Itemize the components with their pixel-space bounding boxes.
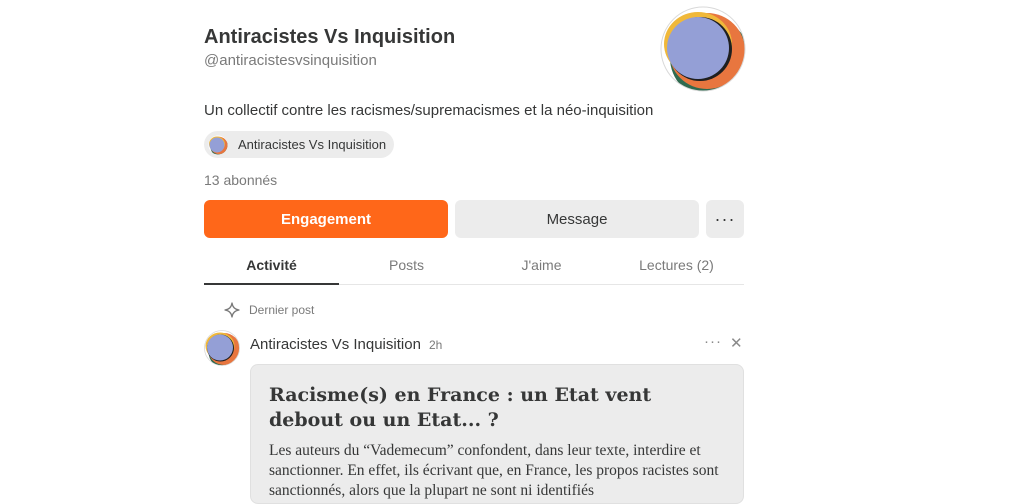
tab-posts[interactable]: Posts [388,257,424,273]
author-avatar[interactable] [204,330,240,366]
post-time: 2h [429,338,443,352]
profile-name: Antiracistes Vs Inquisition [204,26,456,48]
post-excerpt: Les auteurs du “Vademecum” confondent, dans leur texte, interdire et sanctionner. En effet, ils écrivant que, en France, les propos racistes sont sanctionnés, alors que la plupart ne sont ni identifiés [269,442,719,499]
tab-likes[interactable]: J'aime [521,257,562,273]
post-title: Racisme(s) en France : un Etat vent debout ou un Etat... ? [269,384,652,431]
profile-avatar[interactable] [660,6,746,92]
sparkle-icon [224,302,240,318]
profile-bio: Un collectif contre les racismes/supremacismes et la néo-inquisition [204,102,654,119]
message-button[interactable]: Message [455,200,699,238]
profile-handle: @antiracistesvsinquisition [204,52,377,69]
tab-activity[interactable]: Activité [204,250,339,284]
profile-tabs [204,250,744,285]
publication-avatar [208,135,228,155]
subscribe-button[interactable]: Engagement [204,200,448,238]
close-icon[interactable]: ✕ [730,335,743,352]
latest-post-text: Dernier post [249,303,315,317]
post-author[interactable]: Antiracistes Vs Inquisition [250,336,421,353]
more-options-button[interactable]: ··· [706,200,744,238]
latest-post-label [224,302,314,318]
subscriber-count: 13 abonnés [204,172,278,188]
post-header [204,330,744,366]
post-menu-icon[interactable]: ··· [704,333,722,350]
tab-reads[interactable]: Lectures (2) [639,257,714,273]
publication-chip[interactable] [204,131,394,158]
post-card[interactable] [250,364,744,504]
publication-chip-label: Antiracistes Vs Inquisition [238,137,387,152]
